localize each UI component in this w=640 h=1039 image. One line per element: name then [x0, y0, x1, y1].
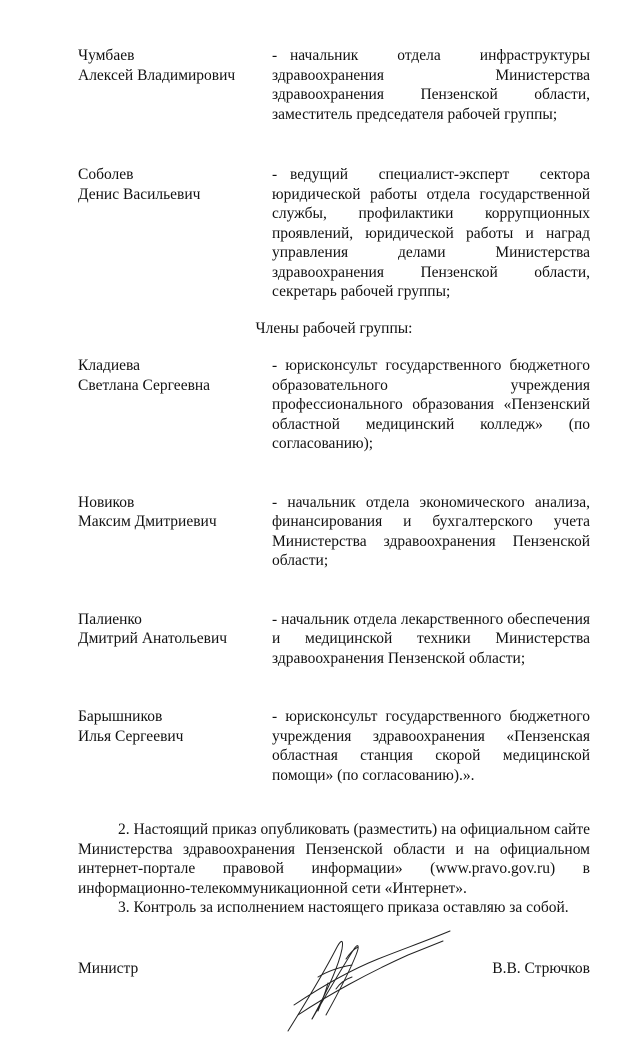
- member-row-palienko: [78, 610, 590, 669]
- member-role-text: юрисконсульт государственного бюджетного учреждения здравоохранения «Пензенская областная станция скорой медицинской помощи» (по согласованию).».: [272, 708, 590, 784]
- member-name: [78, 356, 272, 395]
- member-given-names: Светлана Сергеевна: [78, 376, 211, 394]
- signatory-name: В.В. Стрючков: [492, 959, 590, 977]
- member-surname: Барышников: [78, 708, 163, 725]
- member-row-baryshnikov: [78, 707, 590, 785]
- role-dash: -: [272, 47, 278, 64]
- member-name: [78, 493, 272, 532]
- member-role-text: начальник отдела экономического анализа, финансирования и бухгалтерского учета Министерства здравоохранения Пензенской области;: [272, 493, 590, 569]
- section-heading: Члены рабочей группы:: [255, 319, 413, 337]
- handwritten-signature: [228, 919, 458, 1039]
- member-surname: Кладиева: [78, 357, 141, 374]
- signature-row: [78, 959, 590, 1019]
- member-given-names: Максим Дмитриевич: [78, 513, 217, 530]
- role-dash: -: [272, 166, 278, 183]
- member-row-kladieva: [78, 356, 590, 454]
- member-role-text: начальник отдела лекарственного обеспечения и медицинской техники Министерства здравоохранения Пензенской области;: [272, 610, 590, 667]
- closing-paragraphs: [78, 820, 590, 918]
- member-surname: Палиенко: [78, 610, 142, 628]
- member-role: [272, 493, 590, 571]
- document-page: [78, 46, 590, 1019]
- member-role: [272, 707, 590, 785]
- member-given-names: Алексей Владимирович: [78, 66, 236, 84]
- member-given-names: Илья Сергеевич: [78, 727, 184, 745]
- member-name: [78, 707, 272, 746]
- member-role-text: ведущий специалист-эксперт сектора юридической работы отдела государственной службы, профилактики коррупционных проявлений, юридической работы и наград управления делами Министерства здравоохранения Пензенской области, секретарь рабочей группы;: [272, 166, 590, 300]
- member-surname: Чумбаев: [78, 47, 135, 64]
- role-dash: -: [272, 708, 278, 725]
- member-role: [272, 46, 590, 124]
- member-name: [78, 46, 272, 85]
- signatory-title: Министр: [78, 959, 139, 977]
- member-name: [78, 165, 272, 204]
- member-role: [272, 356, 590, 454]
- member-name: [78, 610, 272, 649]
- member-row-sobolev: [78, 165, 590, 302]
- member-row-chumbaev: [78, 46, 590, 124]
- role-dash: -: [272, 493, 278, 511]
- member-surname: Соболев: [78, 166, 134, 183]
- member-role: [272, 610, 590, 669]
- member-surname: Новиков: [78, 493, 135, 511]
- role-dash: -: [272, 610, 278, 628]
- member-role-text: начальник отдела инфраструктуры здравоохранения Министерства здравоохранения Пензенской области, заместитель председателя рабочей группы;: [272, 47, 590, 123]
- member-role: [272, 165, 590, 302]
- role-dash: -: [272, 357, 278, 374]
- member-given-names: Дмитрий Анатольевич: [78, 630, 228, 647]
- paragraph-control: 3. Контроль за исполнением настоящего приказа оставляю за собой.: [118, 899, 569, 916]
- member-role-text: юрисконсульт государственного бюджетного образовательного учреждения профессионального образования «Пензенский областной медицинский колледж» (по согласованию);: [272, 357, 590, 452]
- paragraph-publish: 2. Настоящий приказ опубликовать (разместить) на официальном сайте Министерства здравоохранения Пензенской области и на официальном интернет-портале правовой информации» (www.pravo.gov.ru) в информационно-телекоммуникационной сети «Интернет».: [78, 821, 590, 897]
- member-given-names: Денис Васильевич: [78, 185, 201, 203]
- member-row-novikov: [78, 493, 590, 571]
